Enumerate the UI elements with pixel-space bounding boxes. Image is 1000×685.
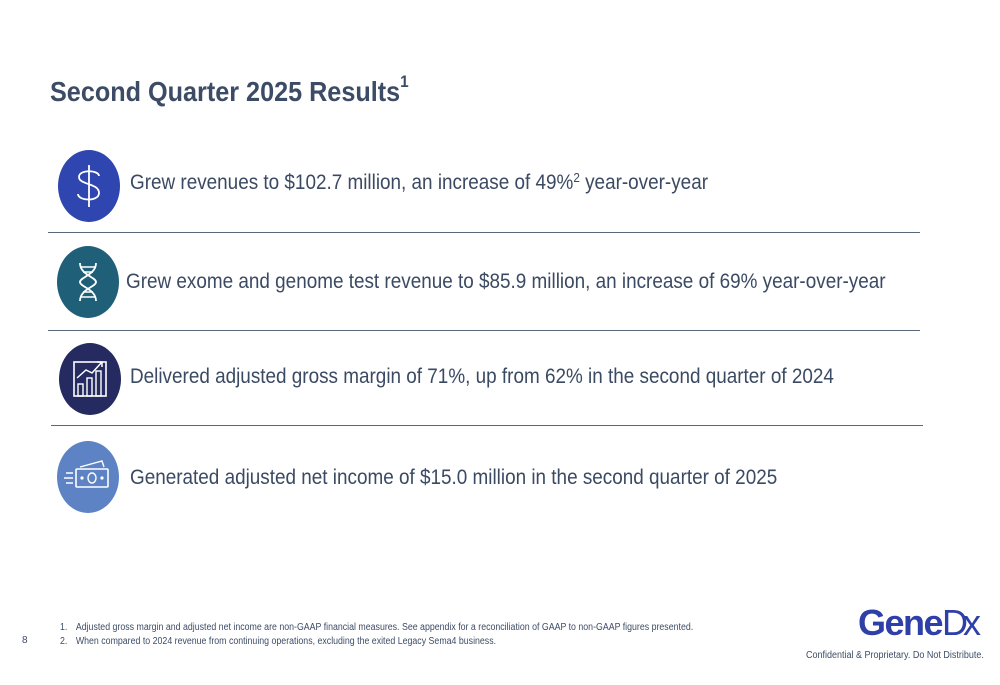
dollar-icon <box>58 150 120 222</box>
net-income-result: Generated adjusted net income of $15.0 million in the second quarter of 2025 <box>130 466 778 489</box>
footnote-text: Adjusted gross margin and adjusted net income are non-GAAP financial measures. See appendix for a reconciliation of GAAP to non-GAAP figures presented. <box>75 622 694 633</box>
dna-icon <box>57 246 119 318</box>
revenue-text: Grew revenues to $102.7 million, an increase of 49% <box>130 171 574 194</box>
footnote-1 <box>60 621 693 635</box>
slide-title-text: Second Quarter 2025 Results <box>50 76 401 107</box>
revenue-result <box>130 171 708 195</box>
cash-icon <box>57 441 119 513</box>
divider <box>51 425 923 426</box>
revenue-footnote-ref: 2 <box>573 170 580 185</box>
logo-text: Gene <box>858 602 943 643</box>
slide-title <box>50 72 409 108</box>
footnote-2 <box>60 635 693 649</box>
revenue-text-suffix: year-over-year <box>579 171 709 194</box>
footnotes <box>60 621 693 649</box>
page-number: 8 <box>22 635 28 646</box>
exome-genome-result: Grew exome and genome test revenue to $85.9 million, an increase of 69% year-over-year <box>126 270 886 293</box>
footnote-number: 2. <box>60 636 68 647</box>
logo-suffix: Dx <box>942 602 977 643</box>
footnote-number: 1. <box>60 622 68 633</box>
footnote-text: When compared to 2024 revenue from continuing operations, excluding the exited Legacy Sema4 business. <box>75 636 497 647</box>
confidential-notice: Confidential & Proprietary. Do Not Distribute. <box>806 650 984 661</box>
gross-margin-result: Delivered adjusted gross margin of 71%, up from 62% in the second quarter of 2024 <box>130 365 834 388</box>
divider <box>48 232 920 233</box>
genedx-logo <box>858 602 976 644</box>
divider <box>48 330 920 331</box>
slide-title-footnote-ref: 1 <box>400 72 409 91</box>
growth-chart-icon <box>59 343 121 415</box>
